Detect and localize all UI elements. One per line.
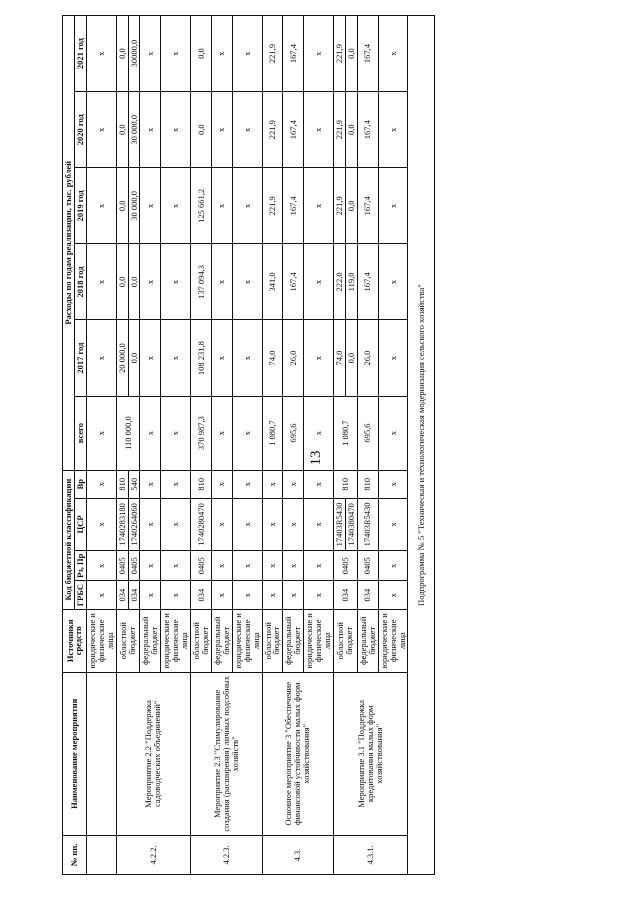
row-csr: 1740264060 (128, 498, 140, 550)
row-2018: 341,0 (262, 244, 283, 320)
row-rzpr: х (378, 551, 408, 581)
row-total: 370 987,3 (191, 396, 212, 470)
row-csr: х (161, 498, 191, 550)
row-2020: 0,0 (116, 92, 128, 168)
row-2018: х (304, 244, 334, 320)
row-2020: х (161, 92, 191, 168)
row-name (86, 672, 116, 835)
row-rzpr: х (283, 551, 304, 581)
row-source: федеральный бюджет (283, 609, 304, 672)
row-total: х (378, 396, 408, 470)
row-source: федеральный бюджет (357, 609, 378, 672)
subprogram-title: Подпрограмма № 5 "Техническая и технологическая модернизация сельского хозяйства" (408, 16, 435, 875)
row-grbs: 034 (191, 581, 212, 609)
row-grbs: х (304, 581, 334, 609)
row-name: Основное мероприятие 3 "Обеспечение финансовой устойчивости малых форм хозяйствования" (262, 672, 333, 835)
table-row (116, 16, 128, 875)
row-grbs: х (140, 581, 161, 609)
row-rzpr: х (262, 551, 283, 581)
row-csr: х (283, 498, 304, 550)
row-grbs: х (283, 581, 304, 609)
row-grbs: 034 (116, 581, 128, 609)
row-2019: х (161, 168, 191, 244)
row-grbs: х (262, 581, 283, 609)
rotated-table-wrapper (62, 15, 612, 875)
row-2019: х (304, 168, 334, 244)
row-total: х (161, 396, 191, 470)
row-2021: х (140, 16, 161, 92)
header-year-2021: 2021 год (74, 16, 86, 92)
row-total: 695,6 (283, 396, 304, 470)
budget-table (62, 15, 435, 875)
row-total: х (232, 396, 262, 470)
row-vr: х (140, 470, 161, 498)
row-csr: х (211, 498, 232, 550)
row-2020: х (211, 92, 232, 168)
row-rzpr: 0405 (191, 551, 212, 581)
row-total: 695,6 (357, 396, 378, 470)
row-name: Мероприятие 2.3 "Стимулирование создания (расширения) личных подсобных хозяйств" (191, 672, 262, 835)
header-year-2018: 2018 год (74, 244, 86, 320)
row-grbs: х (378, 581, 408, 609)
row-2021: 221,9 (333, 16, 345, 92)
row-2021: 0,0 (191, 16, 212, 92)
row-2019: х (140, 168, 161, 244)
row-2021: х (86, 16, 116, 92)
row-num: 4.2.2. (116, 835, 190, 874)
row-2020: 167,4 (283, 92, 304, 168)
row-rzpr: х (211, 551, 232, 581)
row-grbs: 034 (128, 581, 140, 609)
row-vr: 810 (333, 470, 357, 498)
row-2018: х (211, 244, 232, 320)
row-total: х (211, 396, 232, 470)
table-row (86, 16, 116, 875)
row-2018: 119,0 (345, 244, 357, 320)
row-total: х (140, 396, 161, 470)
row-vr: х (211, 470, 232, 498)
row-vr: 810 (116, 470, 128, 498)
row-2017: х (86, 320, 116, 396)
row-rzpr: х (86, 551, 116, 581)
row-2020: х (86, 92, 116, 168)
header-name: Наименование мероприятия (63, 672, 87, 835)
row-2021: х (232, 16, 262, 92)
row-source: областной бюджет (333, 609, 357, 672)
row-2020: 167,4 (357, 92, 378, 168)
row-2020: х (378, 92, 408, 168)
row-2018: 167,4 (357, 244, 378, 320)
row-2021: х (378, 16, 408, 92)
row-rzpr: х (161, 551, 191, 581)
row-2020: х (140, 92, 161, 168)
row-vr: х (262, 470, 283, 498)
header-source: Источники средств (63, 609, 87, 672)
row-num (86, 835, 116, 874)
subprogram-row (408, 16, 435, 875)
row-2018: х (232, 244, 262, 320)
row-2021: 30000,0 (128, 16, 140, 92)
row-vr: 540 (128, 470, 140, 498)
header-year-2019: 2019 год (74, 168, 86, 244)
row-2017: х (232, 320, 262, 396)
row-vr: х (283, 470, 304, 498)
row-csr: х (378, 498, 408, 550)
header-csr: ЦСР (74, 498, 86, 550)
row-2017: 0,0 (345, 320, 357, 396)
row-vr: х (232, 470, 262, 498)
row-2017: х (140, 320, 161, 396)
row-vr: 810 (191, 470, 212, 498)
row-source: юридические и физические лица (86, 609, 116, 672)
row-2018: 137 094,3 (191, 244, 212, 320)
row-grbs: 034 (333, 581, 357, 609)
row-name: Мероприятие 3.1 "Поддержка кредитования малых форм хозяйствования" (333, 672, 407, 835)
row-2018: х (378, 244, 408, 320)
row-2017: 74,0 (333, 320, 345, 396)
row-total: 1 080,7 (333, 396, 357, 470)
row-grbs: х (211, 581, 232, 609)
row-2019: х (86, 168, 116, 244)
row-total: х (86, 396, 116, 470)
row-total: 110 000,0 (116, 396, 140, 470)
row-2017: х (211, 320, 232, 396)
row-2018: х (140, 244, 161, 320)
row-csr: 17403R5430 (333, 498, 345, 550)
row-2020: 30 000,0 (128, 92, 140, 168)
row-source: областной бюджет (116, 609, 140, 672)
row-num: 4.3.1. (333, 835, 407, 874)
row-2019: х (211, 168, 232, 244)
header-total: всего (74, 396, 86, 470)
row-grbs: х (232, 581, 262, 609)
row-2017: 26,0 (357, 320, 378, 396)
row-2019: 0,0 (345, 168, 357, 244)
row-rzpr: 0405 (128, 551, 140, 581)
row-2017: х (378, 320, 408, 396)
row-vr: х (161, 470, 191, 498)
row-num: 4.3. (262, 835, 333, 874)
row-2021: 0,0 (116, 16, 128, 92)
row-2018: х (161, 244, 191, 320)
row-source: областной бюджет (262, 609, 283, 672)
row-2018: х (86, 244, 116, 320)
row-num: 4.2.3. (191, 835, 262, 874)
row-csr: 1740380470 (345, 498, 357, 550)
row-2020: х (304, 92, 334, 168)
page-number: 13 (308, 450, 324, 466)
row-grbs: х (86, 581, 116, 609)
row-vr: х (304, 470, 334, 498)
row-csr: х (304, 498, 334, 550)
row-2017: 20 000,0 (116, 320, 128, 396)
row-csr: х (232, 498, 262, 550)
row-rzpr: 0405 (333, 551, 357, 581)
row-rzpr: х (304, 551, 334, 581)
row-2019: 221,9 (262, 168, 283, 244)
row-2021: 167,4 (357, 16, 378, 92)
header-rzpr: Рз, Пр (74, 551, 86, 581)
row-2020: 0,0 (191, 92, 212, 168)
table-row (333, 16, 345, 875)
row-2017: 0,0 (128, 320, 140, 396)
row-2020: 221,9 (333, 92, 345, 168)
header-num: № пп. (63, 835, 87, 874)
row-2019: 30 000,0 (128, 168, 140, 244)
header-grbs: ГРБС (74, 581, 86, 609)
row-2018: 222,0 (333, 244, 345, 320)
row-grbs: 034 (357, 581, 378, 609)
row-2021: 221,9 (262, 16, 283, 92)
row-rzpr: х (140, 551, 161, 581)
header-year-2020: 2020 год (74, 92, 86, 168)
row-source: юридические и физические лица (232, 609, 262, 672)
row-2019: 125 661,2 (191, 168, 212, 244)
row-2020: 221,9 (262, 92, 283, 168)
row-2018: 0,0 (128, 244, 140, 320)
row-vr: х (86, 470, 116, 498)
row-2020: х (232, 92, 262, 168)
row-2020: 0,0 (345, 92, 357, 168)
row-source: юридические и физические лица (304, 609, 334, 672)
row-2018: 167,4 (283, 244, 304, 320)
row-rzpr: 0405 (357, 551, 378, 581)
row-2019: 167,4 (283, 168, 304, 244)
header-expenses-group: Расходы по годам реализации, тыс. рублей (63, 16, 75, 471)
header-code-group: Код бюджетной классификации (63, 470, 75, 609)
row-2019: 221,9 (333, 168, 345, 244)
row-total: 1 080,7 (262, 396, 283, 470)
table-row (262, 16, 283, 875)
row-csr: х (140, 498, 161, 550)
header-year-2017: 2017 год (74, 320, 86, 396)
row-csr: х (86, 498, 116, 550)
row-2019: 0,0 (116, 168, 128, 244)
row-csr: 1740283180 (116, 498, 128, 550)
row-rzpr: х (232, 551, 262, 581)
row-2019: х (232, 168, 262, 244)
row-2017: х (304, 320, 334, 396)
row-source: юридические и физические лица (161, 609, 191, 672)
row-2019: 167,4 (357, 168, 378, 244)
row-2021: х (211, 16, 232, 92)
row-2021: х (304, 16, 334, 92)
row-2018: 0,0 (116, 244, 128, 320)
row-rzpr: 0405 (116, 551, 128, 581)
row-2021: х (161, 16, 191, 92)
row-name: Мероприятие 2.2 "Поддержка садоводческих объединений" (116, 672, 190, 835)
row-vr: х (378, 470, 408, 498)
row-vr: 810 (357, 470, 378, 498)
table-row (191, 16, 212, 875)
row-csr: 1740280470 (191, 498, 212, 550)
row-csr: 17403R5430 (357, 498, 378, 550)
row-2019: х (378, 168, 408, 244)
header-vr: Вр (74, 470, 86, 498)
row-2017: х (161, 320, 191, 396)
row-total: х (304, 396, 334, 470)
row-grbs: х (161, 581, 191, 609)
row-2017: 26,0 (283, 320, 304, 396)
row-source: юридические и физические лица (378, 609, 408, 672)
row-source: федеральный бюджет (211, 609, 232, 672)
row-2021: 0,0 (345, 16, 357, 92)
row-source: областной бюджет (191, 609, 212, 672)
row-2017: 108 231,8 (191, 320, 212, 396)
header-row-1 (63, 16, 75, 875)
row-2021: 167,4 (283, 16, 304, 92)
row-2017: 74,0 (262, 320, 283, 396)
row-csr: х (262, 498, 283, 550)
row-source: федеральный бюджет (140, 609, 161, 672)
